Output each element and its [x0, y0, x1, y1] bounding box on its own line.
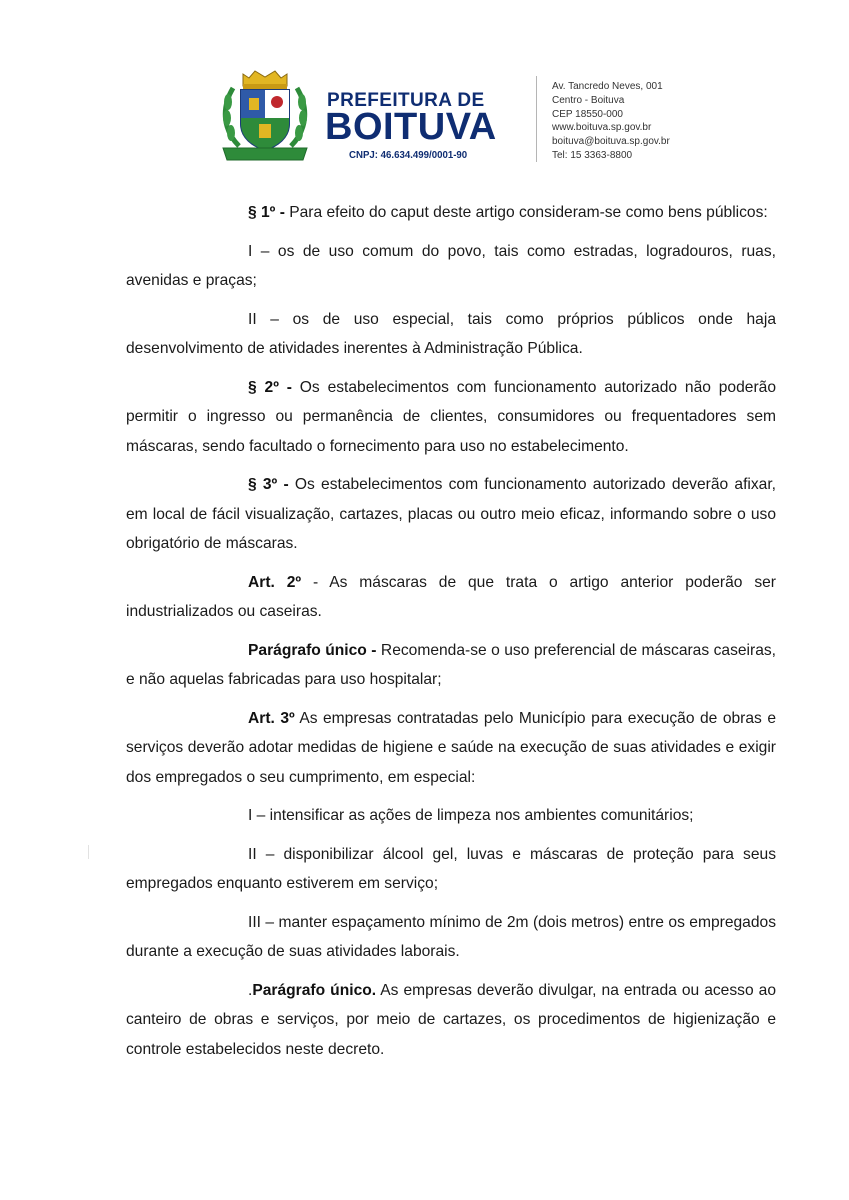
paragraph-label: Parágrafo único -	[248, 641, 377, 659]
paragraph-label: Parágrafo único.	[252, 981, 377, 999]
paragraph-4	[126, 373, 776, 462]
paragraph-8	[126, 704, 776, 793]
paragraph-text: II – disponibilizar álcool gel, luvas e máscaras de proteção para seus empregados enquanto estiverem em serviço;	[126, 845, 776, 892]
paragraph-label: Art. 3º	[248, 709, 295, 727]
contact-block	[552, 80, 670, 163]
paragraph-text: II – os de uso especial, tais como próprios públicos onde haja desenvolvimento de atividades inerentes à Administração Pública.	[126, 310, 776, 357]
decree-body	[126, 198, 776, 1073]
scan-artifact	[88, 845, 89, 859]
contact-email: boituva@boituva.sp.gov.br	[552, 136, 670, 148]
paragraph-11	[126, 908, 776, 967]
brand-prefix: PREFEITURA DE	[327, 90, 485, 111]
paragraph-text: Os estabelecimentos com funcionamento autorizado deverão afixar, em local de fácil visualização, cartazes, placas ou outro meio eficaz, informando sobre o uso obrigatório de máscaras.	[126, 476, 776, 552]
paragraph-text: I – intensificar as ações de limpeza nos ambientes comunitários;	[248, 807, 694, 824]
paragraph-prefix: .	[248, 981, 253, 999]
paragraph-12	[126, 976, 776, 1065]
paragraph-label: § 2º -	[248, 378, 292, 396]
paragraph-text: As empresas deverão divulgar, na entrada ou acesso ao canteiro de obras e serviços, por meio de cartazes, os procedimentos de higienização e controle estabelecidos neste decreto.	[126, 981, 776, 1058]
paragraph-text: Os estabelecimentos com funcionamento autorizado não poderão permitir o ingresso ou permanência de clientes, consumidores ou frequentadores sem máscaras, sendo facultado o fornecimento para uso no estabelecimento.	[126, 378, 776, 455]
paragraph-label: § 1º -	[248, 204, 285, 221]
paragraph-text: As empresas contratadas pelo Município para execução de obras e serviços deverão adotar medidas de higiene e saúde na execução de suas atividades e exigir dos empregados o seu cumprimento, em especial:	[126, 709, 776, 786]
contact-phone: Tel: 15 3363-8800	[552, 149, 633, 161]
paragraph-10	[126, 840, 776, 899]
city-coat-of-arms-icon	[219, 68, 311, 166]
contact-district: Centro - Boituva	[552, 94, 625, 106]
paragraph-text: I – os de uso comum do povo, tais como estradas, logradouros, ruas, avenidas e praças;	[126, 242, 776, 289]
paragraph-3	[126, 305, 776, 364]
paragraph-1	[126, 198, 776, 228]
paragraph-text: - As máscaras de que trata o artigo anterior poderão ser industrializados ou caseiras.	[126, 573, 776, 620]
contact-cep: CEP 18550-000	[552, 108, 623, 120]
paragraph-text: Para efeito do caput deste artigo consideram-se como bens públicos:	[284, 204, 768, 221]
paragraph-text: III – manter espaçamento mínimo de 2m (dois metros) entre os empregados durante a execução de suas atividades laborais.	[126, 913, 776, 960]
paragraph-5	[126, 470, 776, 559]
header-divider	[536, 76, 537, 162]
contact-website: www.boituva.sp.gov.br	[552, 122, 652, 134]
letterhead	[0, 0, 849, 190]
paragraph-label: § 3º -	[248, 476, 289, 493]
contact-address: Av. Tancredo Neves, 001	[552, 81, 663, 92]
paragraph-2	[126, 237, 776, 296]
paragraph-6	[126, 568, 776, 627]
brand-cnpj: CNPJ: 46.634.499/0001-90	[349, 149, 468, 161]
paragraph-text: Recomenda-se o uso preferencial de máscaras caseiras, e não aquelas fabricadas para uso hospitalar;	[126, 641, 776, 688]
brand-city-name: BOITUVA	[325, 106, 497, 148]
paragraph-9	[126, 801, 776, 831]
paragraph-label: Art. 2º	[248, 573, 302, 591]
paragraph-7	[126, 636, 776, 695]
